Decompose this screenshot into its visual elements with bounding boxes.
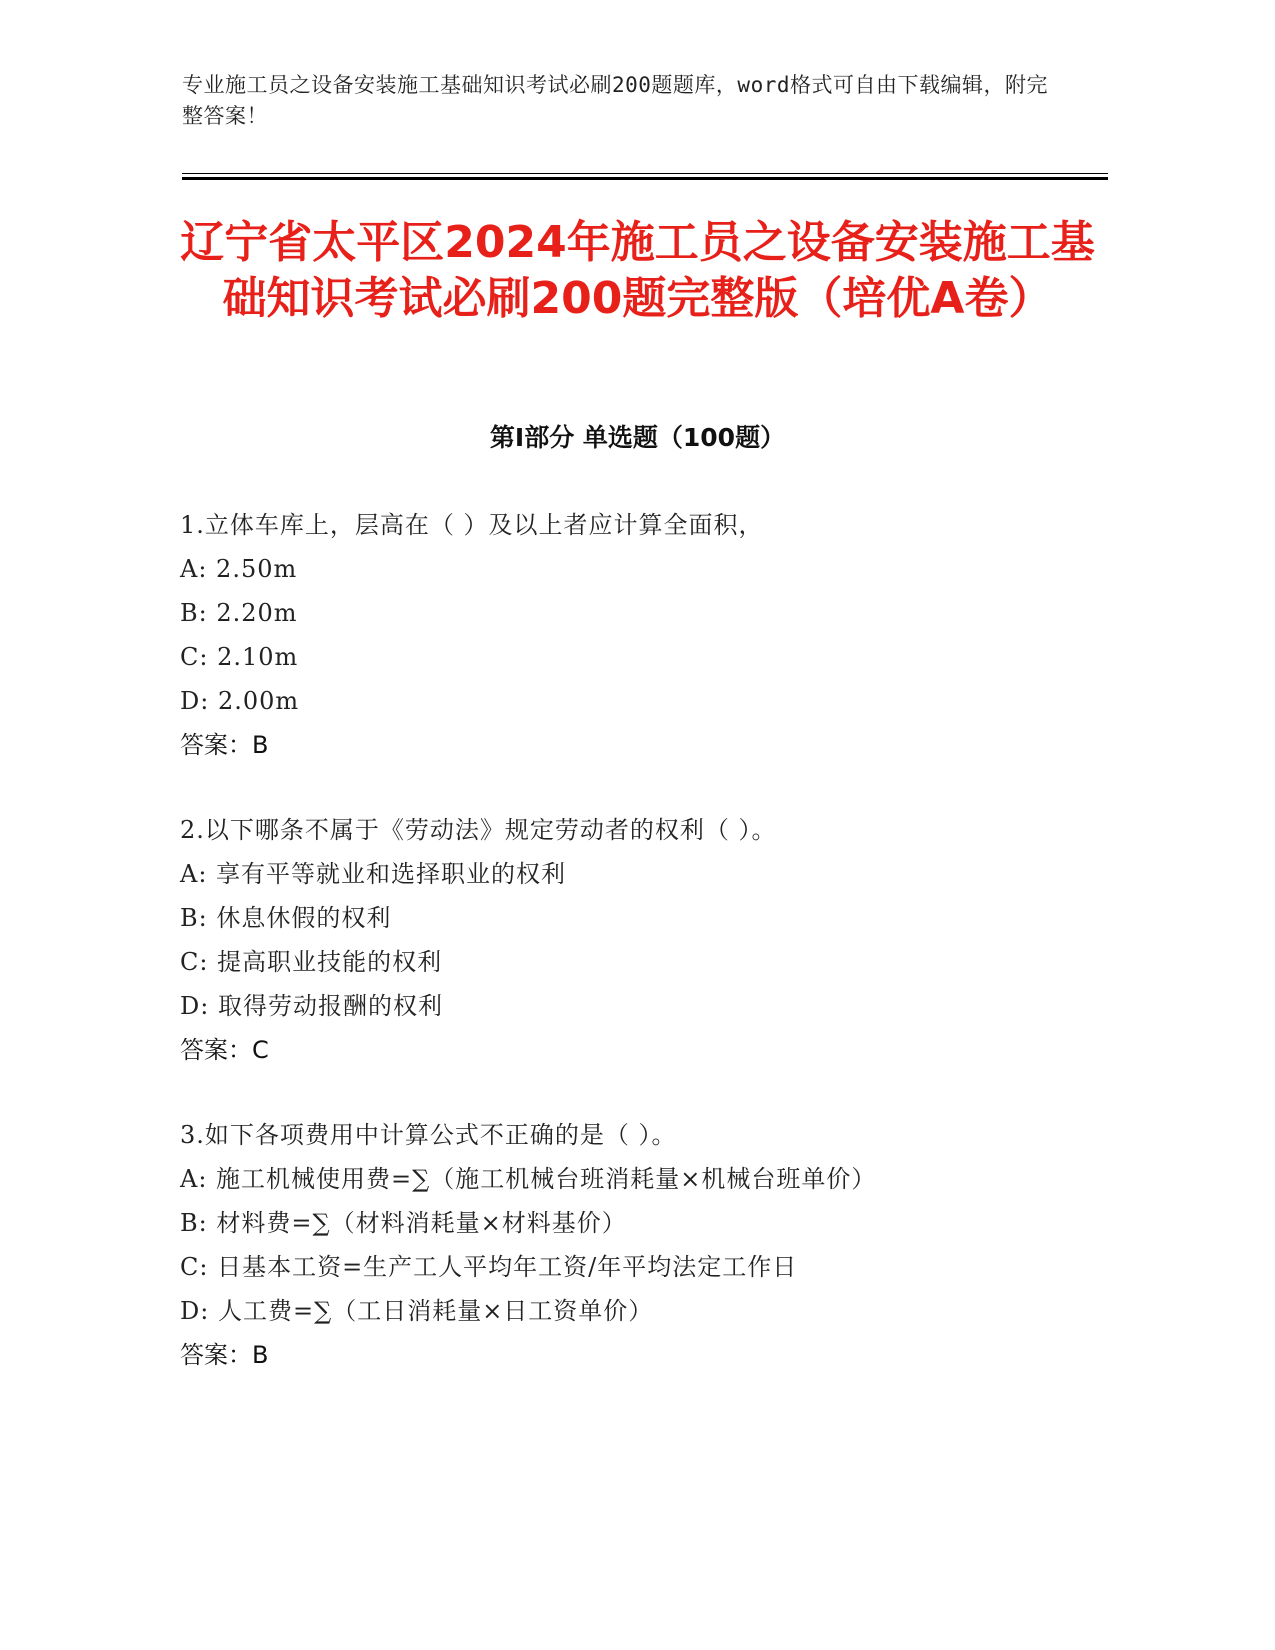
option-c: C: 日基本工资=生产工人平均年工资/年平均法定工作日 bbox=[180, 1253, 798, 1281]
question-stem: 2.以下哪条不属于《劳动法》规定劳动者的权利（ ）。 bbox=[180, 816, 777, 844]
option-d: D: 取得劳动报酬的权利 bbox=[180, 992, 443, 1020]
question-1 bbox=[180, 503, 1140, 767]
option-c: C: 提高职业技能的权利 bbox=[180, 948, 443, 976]
question-stem: 1.立体车库上，层高在（ ）及以上者应计算全面积， bbox=[180, 511, 764, 539]
answer: 答案：B bbox=[180, 1341, 269, 1369]
option-b: B: 材料费=∑（材料消耗量×材料基价） bbox=[180, 1209, 627, 1237]
answer: 答案：C bbox=[180, 1036, 269, 1064]
option-c: C: 2.10m bbox=[180, 643, 299, 671]
answer: 答案：B bbox=[180, 731, 269, 759]
option-a: A: 2.50m bbox=[180, 555, 298, 583]
option-a: A: 施工机械使用费=∑（施工机械台班消耗量×机械台班单价） bbox=[180, 1165, 877, 1193]
option-b: B: 休息休假的权利 bbox=[180, 904, 392, 932]
option-a: A: 享有平等就业和选择职业的权利 bbox=[180, 860, 567, 888]
header-note: 专业施工员之设备安装施工基础知识考试必刷200题题库，word格式可自由下载编辑，附完整答案！ bbox=[182, 73, 1048, 128]
option-b: B: 2.20m bbox=[180, 599, 298, 627]
section-heading: 第I部分 单选题（100题） bbox=[489, 423, 786, 452]
question-2 bbox=[180, 808, 1140, 1072]
document-title: 辽宁省太平区2024年施工员之设备安装施工基础知识考试必刷200题完整版（培优A卷） bbox=[180, 217, 1095, 324]
header-divider-thin bbox=[182, 173, 1108, 174]
header-divider-thick bbox=[182, 177, 1108, 180]
question-3 bbox=[180, 1113, 1140, 1377]
question-stem: 3.如下各项费用中计算公式不正确的是（ ）。 bbox=[180, 1121, 677, 1149]
option-d: D: 2.00m bbox=[180, 687, 300, 715]
option-d: D: 人工费=∑（工日消耗量×日工资单价） bbox=[180, 1297, 654, 1325]
